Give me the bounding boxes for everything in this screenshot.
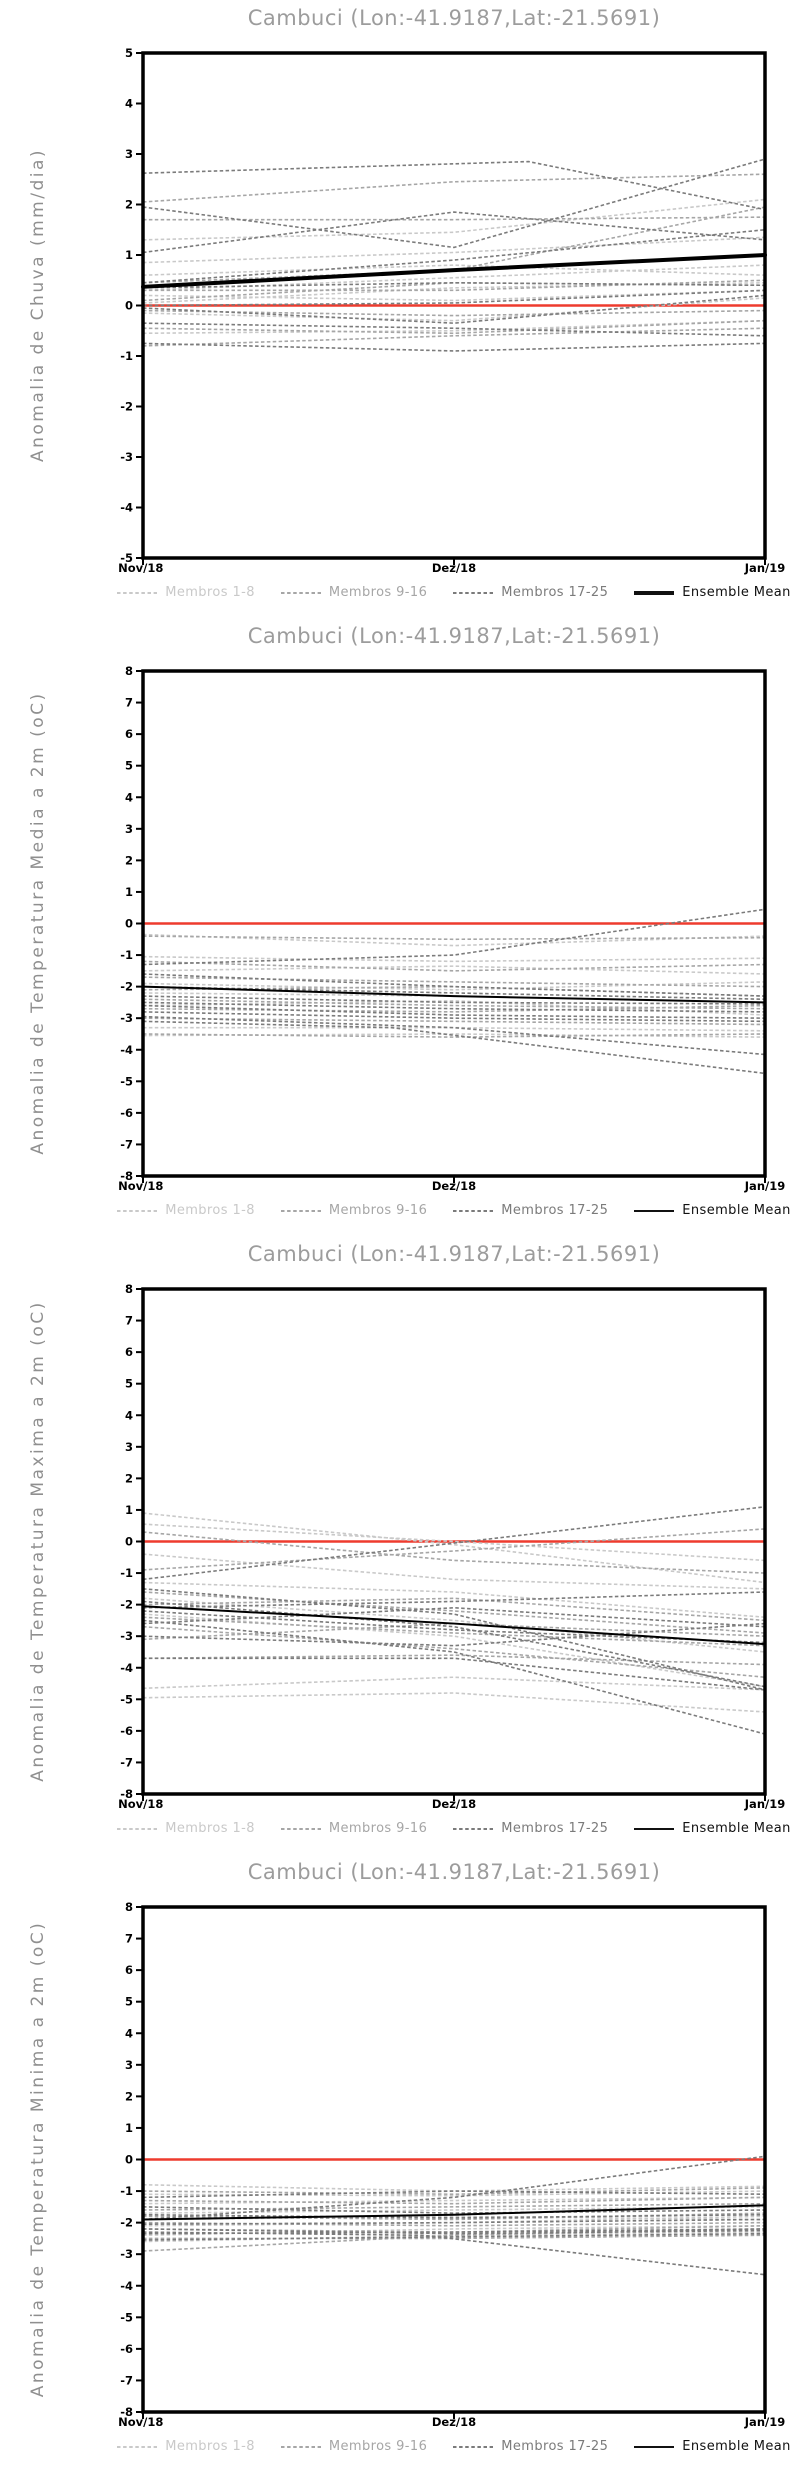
member-line — [143, 1513, 765, 1582]
y-tick-label: -6 — [120, 2341, 133, 2356]
legend-label: Membros 1-8 — [165, 2439, 255, 2454]
member-line — [143, 212, 765, 252]
plot-area — [0, 1236, 800, 1854]
x-tick-label-dez: Dez/18 — [431, 1179, 477, 1193]
chart-title: Cambuci (Lon:-41.9187,Lat:-21.5691) — [247, 624, 661, 648]
legend — [143, 1821, 791, 1836]
member-line — [143, 1614, 765, 1687]
member-line — [143, 2197, 765, 2203]
member-line — [143, 1001, 765, 1015]
member-line — [143, 1598, 765, 1620]
y-axis-label: Anomalia de Temperatura Maxima a 2m (oC) — [28, 1300, 48, 1782]
y-tick-label: 5 — [124, 758, 133, 773]
plot-area — [0, 1854, 800, 2472]
legend-label: Membros 17-25 — [501, 1821, 609, 1836]
ensemble-mean-line — [143, 2205, 765, 2219]
y-tick-label: -1 — [120, 948, 133, 963]
y-tick-label: 5 — [124, 1994, 133, 2009]
x-tick-label-nov: Nov/18 — [118, 2415, 164, 2429]
y-tick-label: 3 — [124, 2057, 133, 2072]
y-tick-label: -3 — [120, 450, 133, 464]
legend-item-ensemble-mean — [634, 585, 791, 600]
y-tick-label: 3 — [124, 147, 133, 161]
y-tick-label: -6 — [120, 1105, 133, 1120]
y-tick-label: -4 — [120, 2278, 133, 2293]
y-tick-label: 3 — [124, 821, 133, 836]
legend-item-ensemble-mean — [634, 1203, 791, 1218]
solid-line-sample-icon — [634, 1826, 674, 1832]
y-tick-label: -8 — [120, 2405, 133, 2419]
member-line — [143, 298, 765, 321]
member-line — [143, 323, 765, 336]
chart-title: Cambuci (Lon:-41.9187,Lat:-21.5691) — [247, 1860, 661, 1884]
member-line — [143, 1034, 765, 1037]
member-line — [143, 1617, 765, 1645]
y-tick-label: 4 — [124, 790, 133, 805]
member-line — [143, 1655, 765, 1664]
legend-item-membros-9-16 — [281, 2439, 427, 2454]
legend-item-ensemble-mean — [634, 2439, 791, 2454]
member-line — [143, 974, 765, 996]
y-tick-label: -3 — [120, 1629, 133, 1644]
member-line — [143, 2185, 765, 2191]
x-tick-label-jan: Jan/19 — [744, 561, 786, 575]
y-tick-label: -8 — [120, 1787, 133, 1801]
y-tick-label: 0 — [124, 298, 133, 313]
dashed-line-sample-icon — [453, 590, 493, 596]
y-tick-label: -2 — [120, 2215, 133, 2230]
member-line — [143, 2188, 765, 2194]
legend-label: Membros 17-25 — [501, 585, 609, 600]
y-tick-label: 5 — [124, 46, 133, 60]
legend-label: Ensemble Mean — [682, 585, 791, 600]
y-axis-label: Anomalia de Temperatura Minima a 2m (oC) — [28, 1920, 48, 2398]
y-tick-label: -8 — [120, 1169, 133, 1183]
member-line — [143, 1028, 765, 1031]
chart-title: Cambuci (Lon:-41.9187,Lat:-21.5691) — [247, 6, 661, 30]
x-tick-label-jan: Jan/19 — [744, 1797, 786, 1811]
y-tick-label: -5 — [120, 2310, 133, 2325]
y-tick-label: 8 — [124, 1282, 133, 1296]
y-tick-label: -2 — [120, 399, 133, 414]
y-tick-label: 0 — [124, 1534, 133, 1549]
member-line — [143, 1002, 765, 1011]
y-tick-label: -3 — [120, 2247, 133, 2262]
member-line — [143, 2219, 765, 2224]
dashed-line-sample-icon — [453, 1826, 493, 1832]
legend-item-membros-1-8 — [117, 1821, 255, 1836]
x-tick-label-dez: Dez/18 — [431, 1797, 477, 1811]
legend-item-membros-9-16 — [281, 1821, 427, 1836]
member-line — [143, 957, 765, 962]
y-tick-label: 1 — [124, 2120, 133, 2135]
member-line — [143, 2229, 765, 2234]
y-tick-label: -6 — [120, 1723, 133, 1738]
legend-item-membros-17-25 — [453, 1821, 608, 1836]
member-line — [143, 283, 765, 303]
y-tick-label: 2 — [124, 197, 133, 212]
member-line — [143, 311, 765, 316]
x-tick-label-nov: Nov/18 — [118, 1797, 164, 1811]
x-tick-label-dez: Dez/18 — [431, 2415, 477, 2429]
member-line — [143, 2226, 765, 2232]
chart-panel-temp-minima — [0, 1854, 800, 2472]
y-axis-label: Anomalia de Chuva (mm/dia) — [28, 147, 48, 463]
y-tick-label: -7 — [120, 1137, 133, 1152]
member-line — [143, 321, 765, 334]
y-tick-label: 5 — [124, 1376, 133, 1391]
member-line — [143, 1017, 765, 1055]
plot-area — [0, 618, 800, 1236]
member-line — [143, 1592, 765, 1633]
legend-label: Membros 9-16 — [328, 1821, 428, 1836]
member-line — [143, 1601, 765, 1686]
dashed-line-sample-icon — [117, 1208, 157, 1214]
y-tick-label: -7 — [120, 1755, 133, 1770]
y-tick-label: 2 — [124, 853, 133, 868]
legend-item-ensemble-mean — [634, 1821, 791, 1836]
member-line — [143, 328, 765, 346]
member-line — [143, 1589, 765, 1690]
dashed-line-sample-icon — [117, 2444, 157, 2450]
legend — [143, 2439, 791, 2454]
y-tick-label: -1 — [120, 2184, 133, 2199]
member-line — [143, 2234, 765, 2240]
member-line — [143, 987, 765, 996]
member-line — [143, 290, 765, 305]
legend-label: Ensemble Mean — [682, 1203, 791, 1218]
y-tick-label: 0 — [124, 916, 133, 931]
y-tick-label: 8 — [124, 1900, 133, 1914]
solid-line-sample-icon — [634, 2444, 674, 2450]
dashed-line-sample-icon — [453, 2444, 493, 2450]
y-tick-label: 6 — [124, 727, 133, 742]
member-line — [143, 966, 765, 974]
legend — [143, 1203, 791, 1218]
y-tick-label: 3 — [124, 1439, 133, 1454]
ensemble-mean-line — [143, 987, 765, 1003]
legend-label: Membros 1-8 — [165, 1203, 255, 1218]
x-tick-label-nov: Nov/18 — [118, 561, 164, 575]
member-line — [143, 2235, 765, 2238]
member-line — [143, 174, 765, 202]
y-tick-label: 6 — [124, 1963, 133, 1978]
member-line — [143, 1658, 765, 1690]
legend-item-membros-1-8 — [117, 585, 255, 600]
y-tick-label: -1 — [120, 349, 133, 363]
legend-label: Membros 9-16 — [328, 2439, 428, 2454]
y-tick-label: -5 — [120, 551, 133, 565]
member-line — [143, 1677, 765, 1690]
member-line — [143, 2232, 765, 2241]
member-line — [143, 1529, 765, 1570]
member-line — [143, 1021, 765, 1073]
dashed-line-sample-icon — [281, 1208, 321, 1214]
chart-title: Cambuci (Lon:-41.9187,Lat:-21.5691) — [247, 1242, 661, 1266]
ensemble-mean-line — [143, 1606, 765, 1644]
member-line — [143, 2223, 765, 2226]
y-tick-label: 2 — [124, 1471, 133, 1486]
member-line — [143, 1006, 765, 1019]
x-tick-label-jan: Jan/19 — [744, 2415, 786, 2429]
member-line — [143, 909, 765, 964]
solid-line-sample-icon — [634, 1208, 674, 1214]
chart-panel-chuva — [0, 0, 800, 618]
legend-item-membros-9-16 — [281, 585, 427, 600]
y-axis-label: Anomalia de Temperatura Media a 2m (oC) — [28, 691, 48, 1155]
y-tick-label: 6 — [124, 1345, 133, 1360]
member-line — [143, 1012, 765, 1021]
y-tick-label: 1 — [124, 248, 133, 262]
member-line — [143, 2156, 765, 2219]
plot-area — [0, 0, 800, 618]
legend-label: Membros 17-25 — [501, 1203, 609, 1218]
chart-panel-temp-maxima — [0, 1236, 800, 1854]
member-line — [143, 2229, 765, 2251]
member-line — [143, 977, 765, 986]
legend-label: Ensemble Mean — [682, 1821, 791, 1836]
legend-item-membros-17-25 — [453, 585, 608, 600]
y-tick-label: -2 — [120, 979, 133, 994]
member-line — [143, 1592, 765, 1608]
member-line — [143, 1507, 765, 1580]
member-line — [143, 199, 765, 239]
ensemble-mean-line — [143, 255, 765, 287]
member-line — [143, 321, 765, 334]
dashed-line-sample-icon — [453, 1208, 493, 1214]
member-line — [143, 2197, 765, 2203]
y-tick-label: 7 — [124, 1931, 133, 1946]
y-tick-label: -3 — [120, 1011, 133, 1026]
y-tick-label: -2 — [120, 1597, 133, 1612]
legend-item-membros-17-25 — [453, 2439, 608, 2454]
legend-item-membros-1-8 — [117, 2439, 255, 2454]
member-line — [143, 283, 765, 301]
legend-item-membros-17-25 — [453, 1203, 608, 1218]
member-line — [143, 2226, 765, 2235]
dashed-line-sample-icon — [117, 1826, 157, 1832]
dashed-line-sample-icon — [117, 590, 157, 596]
y-tick-label: -4 — [120, 1660, 133, 1675]
solid-line-sample-icon — [634, 590, 674, 596]
y-tick-label: 8 — [124, 664, 133, 678]
x-tick-label-nov: Nov/18 — [118, 1179, 164, 1193]
legend-item-membros-9-16 — [281, 1203, 427, 1218]
y-tick-label: -4 — [120, 500, 133, 515]
dashed-line-sample-icon — [281, 1826, 321, 1832]
member-line — [143, 1006, 765, 1012]
dashed-line-sample-icon — [281, 590, 321, 596]
member-line — [143, 935, 765, 946]
x-tick-label-dez: Dez/18 — [431, 561, 477, 575]
y-tick-label: 7 — [124, 1313, 133, 1328]
y-tick-label: -1 — [120, 1566, 133, 1581]
y-tick-label: 4 — [124, 96, 133, 111]
legend-label: Membros 9-16 — [328, 1203, 428, 1218]
y-tick-label: -7 — [120, 2373, 133, 2388]
member-line — [143, 936, 765, 939]
y-tick-label: 0 — [124, 2152, 133, 2167]
member-line — [143, 159, 765, 247]
member-line — [143, 295, 765, 323]
member-line — [143, 1598, 765, 1652]
member-line — [143, 961, 765, 970]
legend-label: Membros 1-8 — [165, 585, 255, 600]
y-tick-label: 7 — [124, 695, 133, 710]
legend-label: Membros 1-8 — [165, 1821, 255, 1836]
legend-label: Ensemble Mean — [682, 2439, 791, 2454]
y-tick-label: 1 — [124, 1502, 133, 1517]
chart-panel-temp-media — [0, 618, 800, 1236]
x-tick-label-jan: Jan/19 — [744, 1179, 786, 1193]
dashed-line-sample-icon — [281, 2444, 321, 2450]
member-line — [143, 1627, 765, 1678]
member-line — [143, 2229, 765, 2234]
y-tick-label: -5 — [120, 1074, 133, 1089]
member-line — [143, 290, 765, 300]
member-line — [143, 1624, 765, 1646]
member-line — [143, 217, 765, 220]
legend-label: Membros 9-16 — [328, 585, 428, 600]
member-line — [143, 343, 765, 351]
y-tick-label: 4 — [124, 2026, 133, 2041]
y-tick-label: 1 — [124, 884, 133, 899]
member-line — [143, 2232, 765, 2275]
member-line — [143, 1532, 765, 1573]
y-tick-label: 4 — [124, 1408, 133, 1423]
member-line — [143, 1018, 765, 1024]
legend-label: Membros 17-25 — [501, 2439, 609, 2454]
y-tick-label: -4 — [120, 1042, 133, 1057]
member-line — [143, 2191, 765, 2197]
y-tick-label: -5 — [120, 1692, 133, 1707]
legend — [143, 585, 791, 600]
legend-item-membros-1-8 — [117, 1203, 255, 1218]
member-line — [143, 230, 765, 283]
y-tick-label: 2 — [124, 2089, 133, 2104]
member-line — [143, 2191, 765, 2196]
member-line — [143, 1034, 765, 1037]
